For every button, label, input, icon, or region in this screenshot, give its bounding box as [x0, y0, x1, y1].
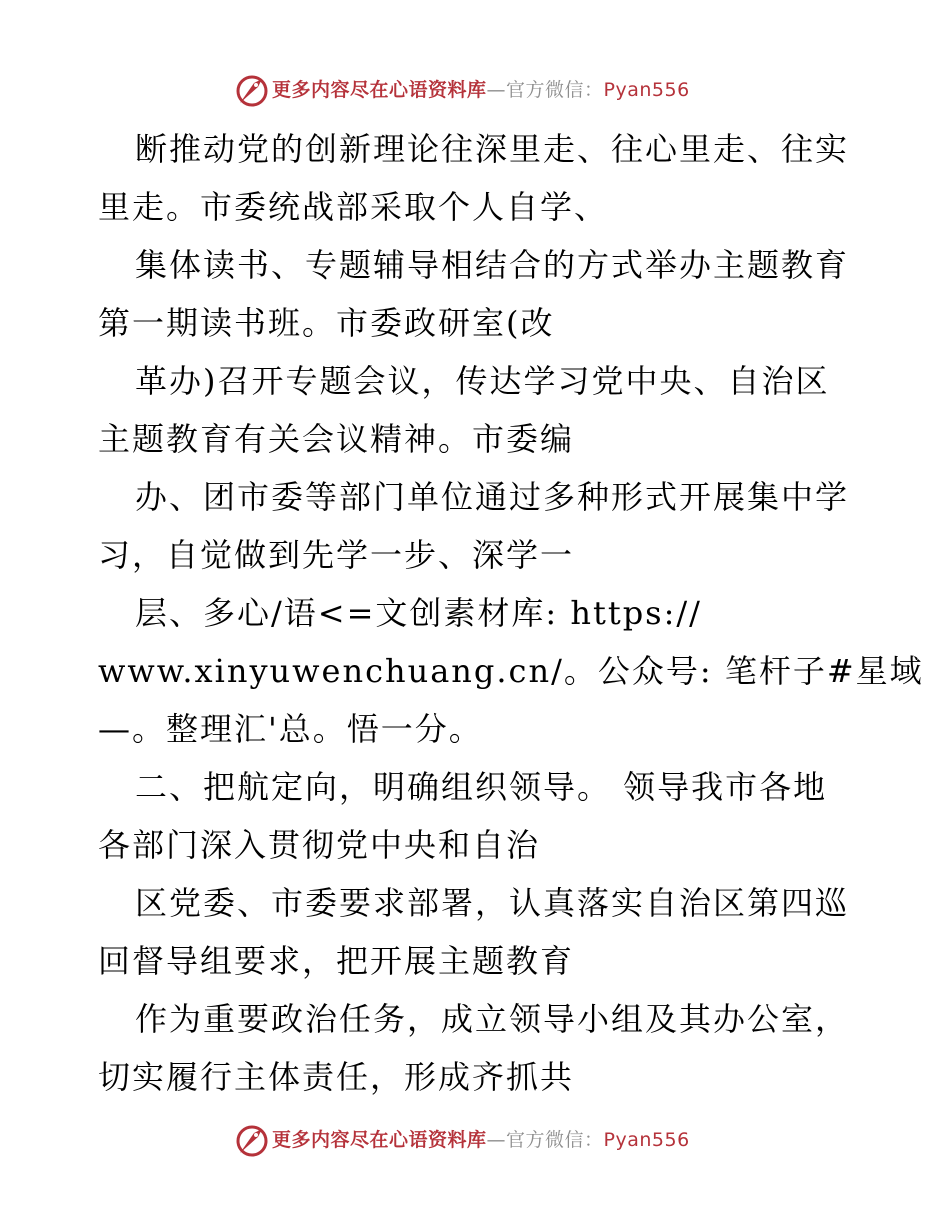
pen-nib-logo-icon	[234, 1123, 270, 1157]
body-line: 里走。市委统战部采取个人自学、	[98, 188, 609, 226]
body-line: 区党委、市委要求部署，认真落实自治区第四巡	[135, 884, 850, 922]
footer-banner-grey: —官方微信：	[486, 1129, 604, 1151]
footer-banner-wechat: Pyan556	[603, 1129, 690, 1151]
body-line: 革办)召开专题会议，传达学习党中央、自治区	[135, 362, 830, 400]
footer-banner	[0, 1120, 950, 1160]
body-line: 二、把航定向，明确组织领导。 领导我市各地	[135, 768, 828, 806]
pen-nib-logo-icon	[234, 73, 270, 107]
body-line: 断推动党的创新理论往深里走、往心里走、往实	[135, 130, 850, 168]
body-line: 作为重要政治任务，成立领导小组及其办公室，	[135, 1000, 850, 1038]
document-body	[98, 120, 924, 1106]
header-banner-grey: —官方微信：	[486, 79, 604, 101]
body-line: 习，自觉做到先学一步、深学一	[98, 536, 575, 574]
body-line: —。整理汇'总。悟一分。	[98, 710, 483, 748]
body-line: 办、团市委等部门单位通过多种形式开展集中学	[135, 478, 850, 516]
body-line: 回督导组要求，把开展主题教育	[98, 942, 575, 980]
body-line: 第一期读书班。市委政研室(改	[98, 304, 555, 342]
footer-banner-text	[272, 1128, 690, 1152]
body-line: 主题教育有关会议精神。市委编	[98, 420, 575, 458]
body-line: 集体读书、专题辅导相结合的方式举办主题教育	[135, 246, 850, 284]
header-banner-text	[272, 78, 690, 102]
footer-banner-red: 更多内容尽在心语资料库	[272, 1129, 487, 1151]
body-line: 切实履行主体责任，形成齐抓共	[98, 1058, 575, 1096]
body-line: www.xinyuwenchuang.cn/。公众号: 笔杆子#星域	[98, 652, 924, 690]
body-line: 各部门深入贯彻党中央和自治	[98, 826, 541, 864]
header-banner-wechat: Pyan556	[603, 79, 690, 101]
body-line: 层、多心/语<=文创素材库: https://	[135, 594, 702, 632]
header-banner-red: 更多内容尽在心语资料库	[272, 79, 487, 101]
header-banner	[0, 70, 950, 110]
